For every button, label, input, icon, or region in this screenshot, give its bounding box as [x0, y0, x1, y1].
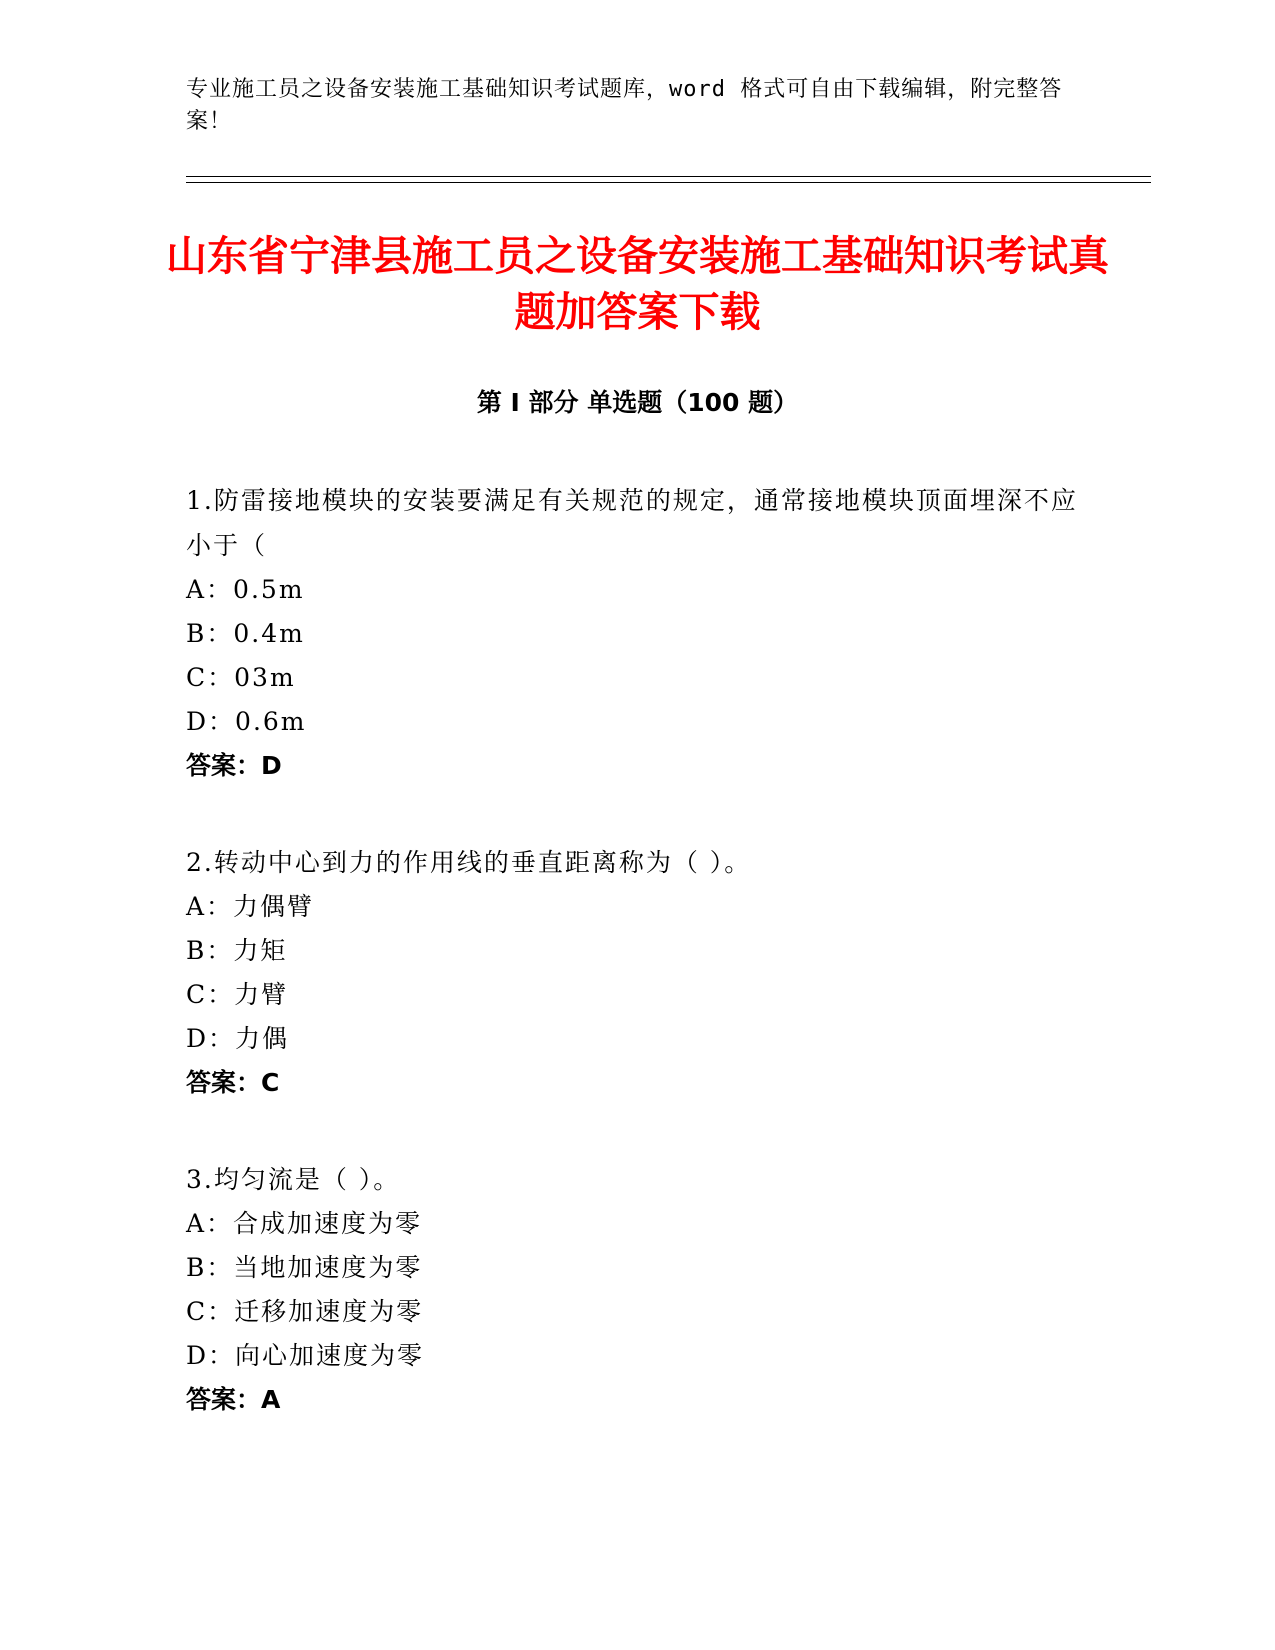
option-d: D：向心加速度为零	[186, 1341, 425, 1370]
question-list	[186, 478, 1086, 1474]
option-d: D：力偶	[186, 1024, 290, 1053]
question-stem: 3.均匀流是（ ）。	[186, 1165, 401, 1194]
option-b: B：力矩	[186, 936, 288, 965]
header-divider-top	[186, 176, 1151, 177]
option-b: B：当地加速度为零	[186, 1253, 423, 1282]
option-a: A：力偶臂	[186, 892, 315, 921]
header-note: 专业施工员之设备安装施工基础知识考试题库，word 格式可自由下载编辑，附完整答案！	[186, 77, 1063, 134]
question-stem: 2.转动中心到力的作用线的垂直距离称为（ ）。	[186, 848, 752, 877]
answer: 答案：D	[186, 751, 282, 780]
option-c: C：03m	[186, 663, 296, 692]
option-a: A：合成加速度为零	[186, 1209, 423, 1238]
question-stem: 1.防雷接地模块的安装要满足有关规范的规定，通常接地模块顶面埋深不应小于（	[186, 486, 1078, 560]
question-3	[186, 1157, 1086, 1422]
question-2	[186, 840, 1086, 1105]
option-a: A：0.5m	[186, 575, 305, 604]
question-1	[186, 478, 1086, 788]
header-divider-bottom	[186, 182, 1151, 183]
document-title: 山东省宁津县施工员之设备安装施工基础知识考试真题加答案下载	[166, 232, 1109, 336]
answer: 答案：A	[186, 1385, 281, 1414]
option-d: D：0.6m	[186, 707, 307, 736]
answer: 答案：C	[186, 1068, 280, 1097]
option-b: B：0.4m	[186, 619, 305, 648]
option-c: C：迁移加速度为零	[186, 1297, 424, 1326]
option-c: C：力臂	[186, 980, 289, 1009]
section-heading: 第 I 部分 单选题（100 题）	[476, 388, 799, 417]
